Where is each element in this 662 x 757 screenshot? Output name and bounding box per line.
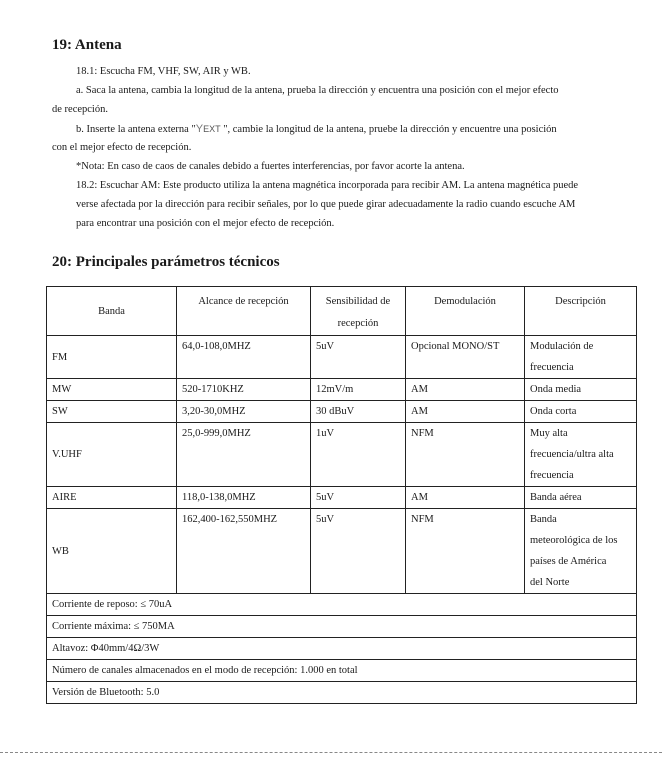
demodulation-cell: AM bbox=[406, 379, 525, 401]
header-range bbox=[177, 287, 311, 336]
description-cell bbox=[525, 487, 637, 509]
spec-cell: Número de canales almacenados en el modo de recepción: 1.000 en total bbox=[47, 660, 637, 682]
spec-row bbox=[47, 682, 637, 704]
description-cell bbox=[525, 336, 637, 379]
header-description-text: Descripción bbox=[555, 296, 606, 307]
section-20-title: 20: Principales parámetros técnicos bbox=[52, 254, 280, 270]
step-a-line-1: a. Saca la antena, cambia la longitud de la antena, prueba la dirección y encuentra una posición con el mejor efecto bbox=[76, 85, 559, 96]
table-row bbox=[47, 379, 637, 401]
note-line: *Nota: En caso de caos de canales debido a fuertes interferencias, por favor acorte la antena. bbox=[76, 161, 465, 172]
demodulation-cell: AM bbox=[406, 487, 525, 509]
range-cell: 64,0-108,0MHZ bbox=[177, 336, 311, 379]
description-line: Banda bbox=[530, 514, 557, 525]
band-cell: V.UHF bbox=[47, 423, 177, 487]
description-line: frecuencia bbox=[530, 362, 574, 373]
header-band-text: Banda bbox=[98, 305, 125, 317]
description-cell bbox=[525, 401, 637, 423]
spec-row bbox=[47, 594, 637, 616]
paragraph-18-2-line-1: 18.2: Escuchar AM: Este producto utiliza la antena magnética incorporada para recibir AM. La antena magnética puede bbox=[76, 180, 579, 191]
range-cell: 520-1710KHZ bbox=[177, 379, 311, 401]
step-a-line-2: de recepción. bbox=[52, 104, 108, 115]
spec-cell: Corriente de reposo: ≤ 70uA bbox=[47, 594, 637, 616]
page-bottom-dashed-rule bbox=[0, 752, 662, 753]
header-demodulation-text: Demodulación bbox=[434, 296, 496, 307]
paragraph-18-2-line-2: verse afectada por la dirección para recibir señales, por lo que puede girar adecuadamente la radio cuando escuche AM bbox=[76, 199, 576, 210]
table-row bbox=[47, 423, 637, 487]
description-cell bbox=[525, 379, 637, 401]
band-cell: WB bbox=[47, 509, 177, 594]
parameters-table bbox=[46, 286, 637, 704]
range-cell: 118,0-138,0MHZ bbox=[177, 487, 311, 509]
antenna-ext-label: EXT bbox=[203, 124, 221, 134]
range-cell: 25,0-999,0MHZ bbox=[177, 423, 311, 487]
antenna-y-glyph: Y bbox=[195, 123, 204, 135]
step-b-text-end: ", cambie la longitud de la antena, pruebe la dirección y encuentre una posición bbox=[220, 124, 557, 135]
spec-cell: Versión de Bluetooth: 5.0 bbox=[47, 682, 637, 704]
description-line: meteorológica de los bbox=[530, 535, 618, 546]
table-row bbox=[47, 336, 637, 379]
spec-row bbox=[47, 616, 637, 638]
step-b-line-2: con el mejor efecto de recepción. bbox=[52, 142, 192, 153]
sensitivity-cell: 30 dBuV bbox=[311, 401, 406, 423]
band-cell: AIRE bbox=[47, 487, 177, 509]
band-cell: SW bbox=[47, 401, 177, 423]
demodulation-cell: Opcional MONO/ST bbox=[406, 336, 525, 379]
sensitivity-cell: 12mV/m bbox=[311, 379, 406, 401]
description-line: frecuencia bbox=[530, 470, 574, 481]
range-cell: 3,20-30,0MHZ bbox=[177, 401, 311, 423]
spec-row bbox=[47, 638, 637, 660]
header-sensitivity-line-1: Sensibilidad de bbox=[325, 296, 391, 307]
table-header-row bbox=[47, 287, 637, 336]
description-cell bbox=[525, 423, 637, 487]
description-line: frecuencia/ultra alta bbox=[530, 449, 614, 460]
table-row bbox=[47, 509, 637, 594]
description-line: del Norte bbox=[530, 577, 570, 588]
paragraph-18-1: 18.1: Escucha FM, VHF, SW, AIR y WB. bbox=[76, 66, 251, 77]
description-line: Onda corta bbox=[530, 406, 577, 417]
description-cell bbox=[525, 509, 637, 594]
header-demodulation bbox=[406, 287, 525, 336]
description-line: Modulación de bbox=[530, 341, 594, 352]
spec-cell: Corriente máxima: ≤ 750MA bbox=[47, 616, 637, 638]
band-cell: MW bbox=[47, 379, 177, 401]
table-row bbox=[47, 401, 637, 423]
sensitivity-cell: 5uV bbox=[311, 336, 406, 379]
header-sensitivity bbox=[311, 287, 406, 336]
description-line: Muy alta bbox=[530, 428, 568, 439]
table-row bbox=[47, 487, 637, 509]
description-line: países de América bbox=[530, 556, 607, 567]
header-band bbox=[47, 287, 177, 336]
step-b-text-start: b. Inserte la antena externa " bbox=[76, 124, 196, 135]
band-cell: FM bbox=[47, 336, 177, 379]
header-description bbox=[525, 287, 637, 336]
range-cell: 162,400-162,550MHZ bbox=[177, 509, 311, 594]
description-line: Banda aérea bbox=[530, 492, 582, 503]
spec-row bbox=[47, 660, 637, 682]
paragraph-18-2-line-3: para encontrar una posición con el mejor efecto de recepción. bbox=[76, 218, 335, 229]
sensitivity-cell: 5uV bbox=[311, 487, 406, 509]
sensitivity-cell: 1uV bbox=[311, 423, 406, 487]
header-range-text: Alcance de recepción bbox=[198, 296, 289, 307]
demodulation-cell: NFM bbox=[406, 423, 525, 487]
header-sensitivity-line-2: recepción bbox=[337, 318, 379, 329]
external-antenna-icon bbox=[196, 122, 221, 136]
spec-cell: Altavoz: Φ40mm/4Ω/3W bbox=[47, 638, 637, 660]
step-b-line-1 bbox=[76, 122, 557, 137]
description-line: Onda media bbox=[530, 384, 582, 395]
demodulation-cell: NFM bbox=[406, 509, 525, 594]
section-19-title: 19: Antena bbox=[52, 37, 122, 53]
demodulation-cell: AM bbox=[406, 401, 525, 423]
sensitivity-cell: 5uV bbox=[311, 509, 406, 594]
